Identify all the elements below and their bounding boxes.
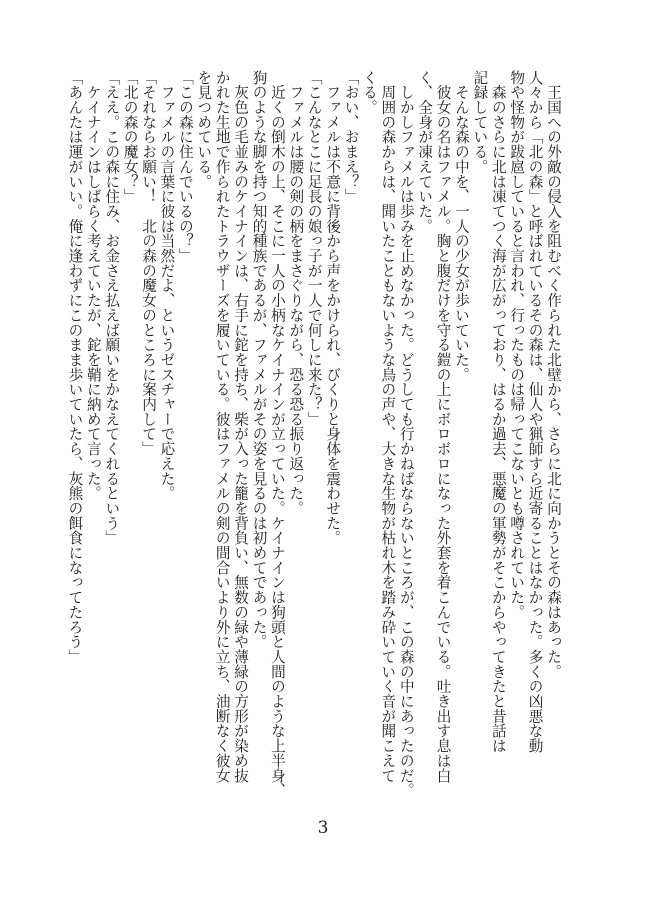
text-line: 「ええ。この森に住み、お金さえ払えば願いをかなえてくれるという」 bbox=[103, 70, 121, 546]
text-line: 物や怪物が跋扈していると言われ、行ったものは帰ってこないとも噂されていた。 bbox=[508, 70, 526, 620]
text-line: しかしファメルは歩みを止めなかった。どうしても行かねばならないところが、この森の中にあったのだ。 bbox=[397, 70, 415, 798]
text-line: かれた生地で作られたトラウザーズを履いている。彼はファメルの剣の間合いより外に立ち、油断なく彼女 bbox=[213, 70, 231, 783]
text-line: 「この森に住んでいるの？」 bbox=[176, 70, 194, 264]
text-line: ファメルの言葉に彼は当然だよ、というゼスチャーで応えた。 bbox=[158, 70, 176, 501]
text-line: 王国への外敵の侵入を阻むべく作られた北壁から、さらに北に向かうとその森はあった。 bbox=[545, 70, 562, 679]
text-line: 彼女の名はファメル。胸と腹だけを守る鎧の上にボロボロになった外套を着こんでいる。吐き出す息は白 bbox=[434, 70, 452, 783]
text-line: 「こんなとこに足長の娘っ子が一人で何しに来た？」 bbox=[305, 70, 323, 427]
text-line: 「それならお願い！ 北の森の魔女のところに案内して」 bbox=[140, 70, 158, 457]
text-line: 「おい、おまえ？」 bbox=[342, 70, 360, 204]
text-line: ファメルは不意に背後から声をかけられ、びくりと身体を震わせた。 bbox=[324, 70, 342, 546]
text-line: 「あんたは運がいい。俺に逢わずにこのまま歩いていたら、灰熊の餌食になってたろう」 bbox=[66, 70, 84, 664]
text-line: 狗のような脚を持つ知的種族であるが、ファメルがその姿を見るのは初めてであった。 bbox=[250, 70, 268, 650]
text-line: くる。 bbox=[360, 70, 378, 115]
text-line: 人々から「北の森」と呼ばれているその森は、仙人や猟師すら近寄ることはなかった。多くの凶悪な動 bbox=[526, 70, 544, 754]
text-line: 周囲の森からは、聞いたこともないような鳥の声や、大きな生物が枯れ木を踏み砕いていく音が聞こえて bbox=[379, 70, 397, 783]
text-line: を見つめている。 bbox=[195, 70, 213, 189]
text-line: 近くの倒木の上、そこに一人の小柄なケイナインが立っていた。ケイナインは狗頭と人間のような上半身、 bbox=[268, 70, 286, 798]
vertical-text-body bbox=[66, 70, 562, 798]
text-line: 灰色の毛並みのケイナインは、右手に鉈を持ち、柴が入った籠を背負い、無数の緑や薄緑の方形が染め抜 bbox=[232, 70, 250, 783]
text-line: 森のさらに北は凍てつく海が広がっており、はるか過去、悪魔の軍勢がそこからやってきたと昔話は bbox=[489, 70, 507, 754]
text-line: く、全身が凍えていた。 bbox=[416, 70, 434, 234]
text-line: ファメルは腰の剣の柄をまさぐりながら、恐る恐る振り返った。 bbox=[287, 70, 305, 516]
text-line: ケイナインはしばらく考えていたが、鉈を鞘に納めて言った。 bbox=[84, 70, 102, 501]
text-line: 「北の森の魔女？」 bbox=[121, 70, 139, 204]
page-number: 3 bbox=[317, 818, 329, 838]
text-line: 記録している。 bbox=[471, 70, 489, 174]
text-line: そんな森の中を、一人の少女が歩いていた。 bbox=[452, 70, 470, 382]
